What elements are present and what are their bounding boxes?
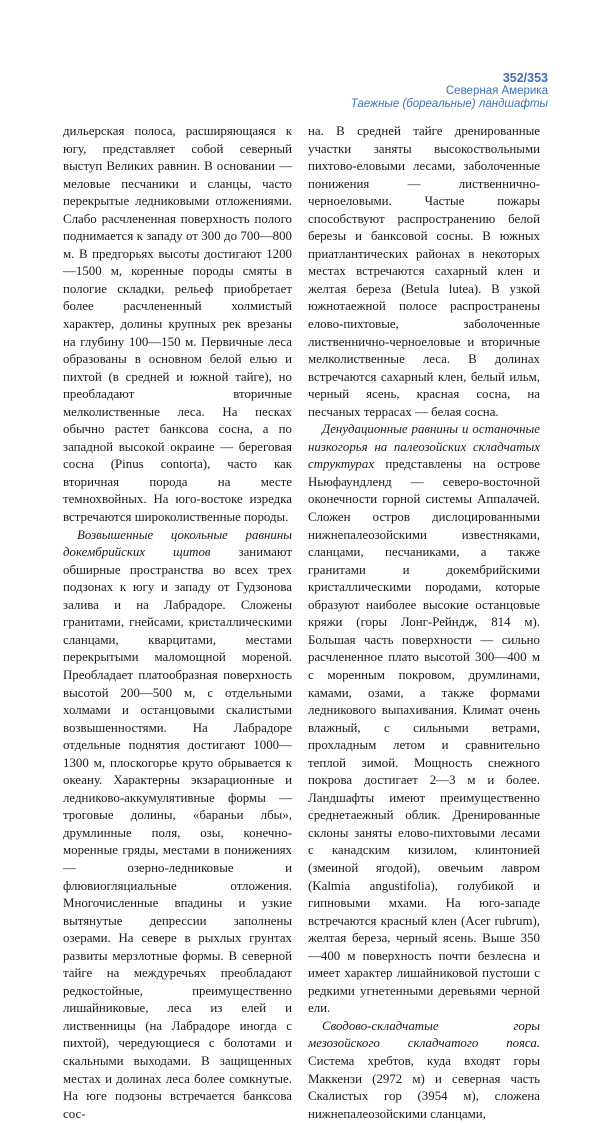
paragraph xyxy=(63,527,292,1123)
right-text-column xyxy=(308,123,540,1123)
paragraph-text: занимают обширные пространства во всех трех подзонах к югу и западу от Гудзонова залива и на Лабрадоре. Сложены гранитами, гнейсами, кристаллическими сланцами, кварцитами, местами перекрытыми маломощной мореной. Преобладает платообразная поверхность высотой 200—500 м, с отдельными холмами и останцовыми скалистыми возвышенностями. На Лабрадоре отдельные поднятия достигают 1000—1300 м, плоскогорье круто обрывается к океану. Характерны экзарационные и ледниково-аккумулятивные формы — троговые долины, «бараньи лбы», друмлинные поля, озы, конечно-моренные гряды, местами в понижениях — озерно-ледниковые и флювиогляциальные отложения. Многочисленные впадины и узкие вытянутые депрессии заполнены озерами. На севере в рыхлых грунтах развиты мерзлотные формы. В северной тайге на междуречьях преобладают редкостойные, преимущественно лишайниковые, леса из елей и лиственницы (на Лабрадоре иногда с пихтой), чередующиеся с болотами и скальными выходами. В защищенных местах и долинах леса более сомкнутые. На юге подзоны встречается банксова сос- xyxy=(63,545,292,1121)
paragraph-heading: Сводово-складчатые горы мезозойского складчатого пояса. xyxy=(308,1018,540,1051)
paragraph xyxy=(308,1018,540,1123)
chapter-title: Таежные (бореальные) ландшафты xyxy=(350,98,548,110)
paragraph xyxy=(308,421,540,1018)
page-header xyxy=(351,72,548,111)
left-text-column xyxy=(63,123,292,1123)
paragraph: на. В средней тайге дренированные участки заняты высокоствольными пихтово-еловыми лесами, заболоченные понижения — лиственнично-черноеловыми. Частые пожары способствуют распространению белой березы и банксовой сосны. В южных приатлантических районах в некоторых местах встречаются сахарный клен и желтая береза (Betula lutea). В узкой южнотаежной полосе распространены елово-пихтовые, заболоченные лиственнично-черноеловые и вторичные мелколиственные леса. В долинах встречаются сахарный клен, белый ильм, черный ясень, красная сосна, на песчаных террасах — белая сосна. xyxy=(308,124,540,419)
paragraph-text: Система хребтов, куда входят горы Маккензи (2972 м) и северная часть Скалистых гор (3954 м), сложена нижнепалеозойскими сланцами, xyxy=(308,1053,540,1121)
paragraph-text: представлены на острове Ньюфаундленд — северо-восточной оконечности горной системы Аппалачей. Сложен остров дислоцированными нижнепалеозойскими известняками, сланцами, песчаниками, а также гранитами и докембрийскими кристаллическими породами, которые образуют наиболее высокие останцовые кряжи (горы Лонг-Рейндж, 814 м). Большая часть поверхности — сильно расчлененное плато высотой 300—400 м с моренным покровом, друмлинами, камами, озами, а также формами ледникового выпахивания. Климат очень влажный, с сильными ветрами, прохладным летом и сравнительно теплой зимой. Мощность снежного покрова достигает 2—3 м и более. Ландшафты имеют преимущественно среднетаежный облик. Дренированные склоны заняты елово-пихтовыми лесами с канадским кизилом, клинтонией (змеиной ягодой), овечьим лавром (Kalmia angustifolia), голубикой и гипновыми мхами. На юго-западе встречаются красный клен (Acer rubrum), желтая береза, черный ясень. Выше 350—400 м поверхность почти безлесна и имеет характер лишайниковой пустоши с редкими угнетенными деревьями черной ели. xyxy=(308,457,540,1016)
paragraph: дильерская полоса, расширяющаяся к югу, представляет собой северный выступ Великих равнин. В основании — меловые песчаники и сланцы, часто перекрытые ледниковыми отложениями. Слабо расчлененная поверхность полого поднимается к западу от 300 до 700—800 м. В предгорьях высоты достигают 1200—1500 м, коренные породы смяты в пологие складки, рельеф приобретает более расчлененный холмистый характер, долины крупных рек врезаны на глубину 100—150 м. Первичные леса образованы в основном белой елью и пихтой (в средней и южной тайге), но преобладают вторичные мелколиственные леса. На песках обычно растет банксова сосна, а по западной высокой окраине — береговая сосна (Pinus contorta), часто как вторичная порода на месте темнохвойных. На юго-востоке изредка встречаются широколиственные породы. xyxy=(63,124,292,525)
paragraph-heading: Возвышенные цокольные равнины докембрийских щитов xyxy=(63,527,292,560)
paragraph-heading: Денудационные равнины и останочные низкогорья на палеозойских складчатых структурах xyxy=(308,422,540,472)
page-numbers: 352/353 xyxy=(502,71,548,85)
section-title: Северная Америка xyxy=(445,85,548,97)
